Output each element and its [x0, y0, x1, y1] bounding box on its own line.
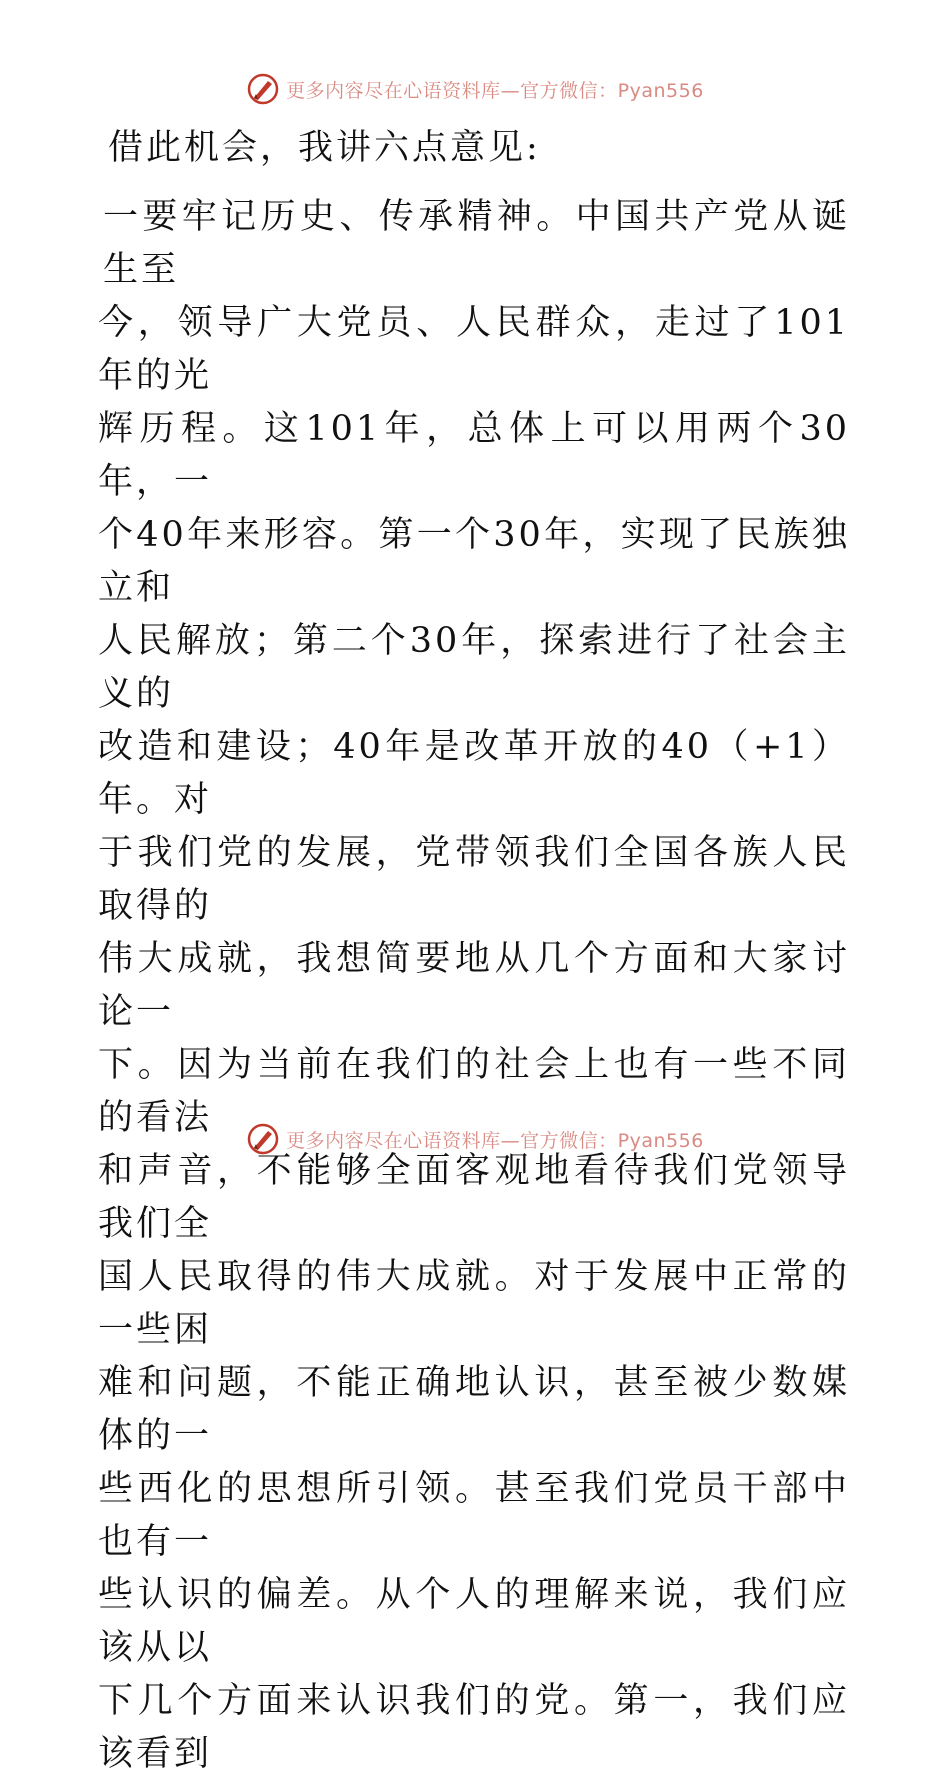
document-body	[98, 122, 850, 1781]
text-line: 于我们党的发展，党带领我们全国各族人民取得的	[98, 833, 850, 926]
footer-watermark	[0, 1122, 950, 1156]
paragraph-main	[98, 191, 850, 1781]
text-line: 一要牢记历史、传承精神。中国共产党从诞生至	[103, 197, 850, 290]
pen-logo-icon	[246, 72, 280, 106]
intro-line: 借此机会，我讲六点意见:	[108, 128, 541, 168]
watermark-text: 更多内容尽在心语资料库—官方微信：Pyan556	[286, 79, 704, 102]
header-watermark	[0, 72, 950, 106]
text-line: 和声音，不能够全面客观地看待我们党领导我们全	[98, 1151, 850, 1244]
text-line: 人民解放；第二个30年，探索进行了社会主义的	[98, 621, 850, 714]
text-line: 下几个方面来认识我们的党。第一，我们应该看到	[98, 1681, 850, 1774]
text-line: 改造和建设；40年是改革开放的40（+1）年。对	[98, 727, 850, 820]
text-line: 些西化的思想所引领。甚至我们党员干部中也有一	[98, 1469, 850, 1562]
text-line: 下。因为当前在我们的社会上也有一些不同的看法	[98, 1045, 850, 1138]
text-line: 些认识的偏差。从个人的理解来说，我们应该从以	[98, 1575, 850, 1668]
pen-logo-icon	[246, 1122, 280, 1156]
watermark-text: 更多内容尽在心语资料库—官方微信：Pyan556	[286, 1129, 704, 1152]
text-line: 今，领导广大党员、人民群众，走过了101年的光	[98, 303, 850, 396]
text-line: 个40年来形容。第一个30年，实现了民族独立和	[98, 515, 850, 608]
text-line: 伟大成就，我想简要地从几个方面和大家讨论一	[98, 939, 850, 1032]
text-line: 国人民取得的伟大成就。对于发展中正常的一些困	[98, 1257, 850, 1350]
text-line: 难和问题，不能正确地认识，甚至被少数媒体的一	[98, 1363, 850, 1456]
text-line: 辉历程。这101年，总体上可以用两个30年，一	[98, 409, 850, 502]
